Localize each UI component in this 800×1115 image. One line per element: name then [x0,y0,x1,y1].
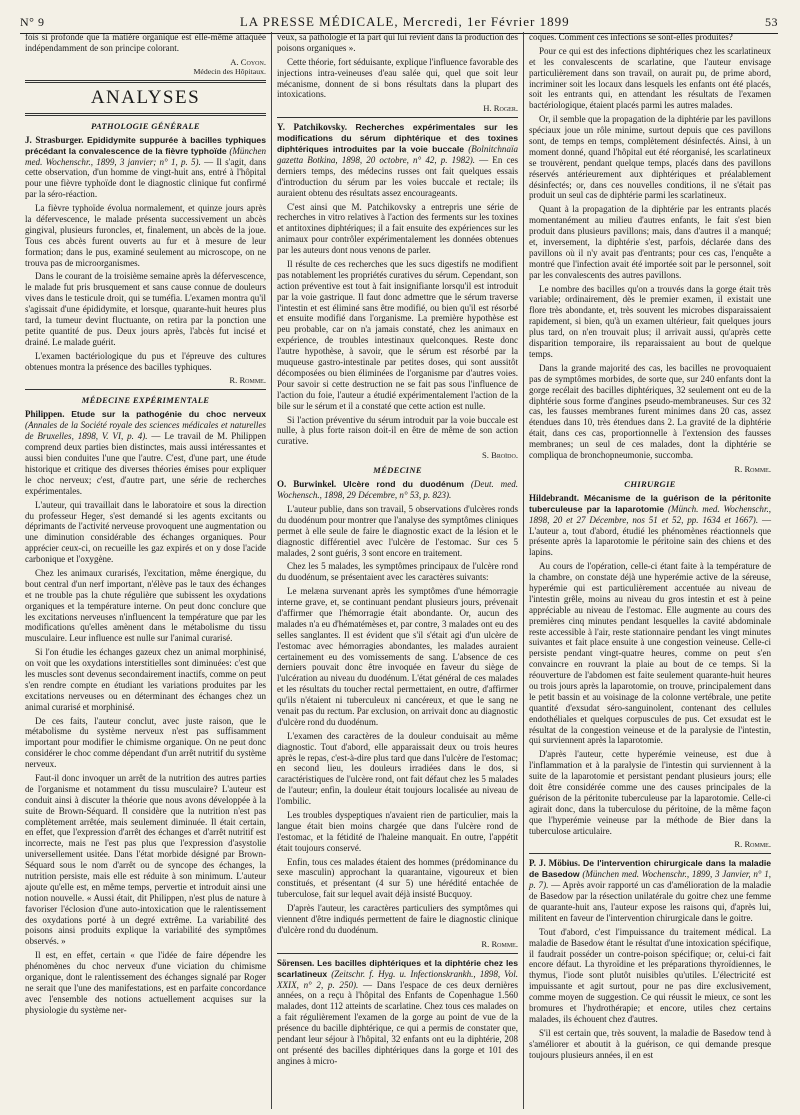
article-author: O. Burwinkel. [277,479,337,490]
paragraph: C'est ainsi que M. Patchikovsky a entrepris une série de recherches in vitro relatives à l'action des ferments sur les toxines et antitoxines diphtériques; il a fait ensuite des expériences sur les animaux pour contrôler expérimentalement les données obtenues par les auteurs dont nous venons de parler. [277,201,518,256]
article-author: Sörensen. [277,957,315,968]
article-author: Y. Patchikovsky. [277,122,347,133]
paragraph: Quant à la propagation de la diphtérie par les entrants placés momentanément au milieu d'autres enfants, le fait s'est bien produit dans plusieurs pavillons; mais, dans d'autres il a manqué; et, inversement, la diphtérie s'est, parfois, déclarée dans des pavillons où il n'y avait pas d'entrants; pour ces cas, l'enquête a montré que l'infection avait été importée soit par le personnel, soit par les convalescents des autres pavillons. [529,204,771,280]
article-heading [529,493,771,558]
divider [277,117,518,118]
article-author: Hildebrandt. [529,492,580,503]
article-title: Mécanisme de la guérison de la péritonite tuberculeuse par la laparotomie [529,492,771,514]
article-reference: (Annales de la Société royale des sciences médicales et naturelles de Bruxelles, 1898, V. VI, p. 4). [25,420,266,442]
article-author: J. Strasburger. [25,134,84,145]
article-reference: (Zeitschr. f. Hyg. u. Infectionskrankh., 1898, Vol. XXIX, n° 2, p. 250). [277,968,518,990]
journal-title: LA PRESSE MÉDICALE, Mercredi, 1er Février 1899 [239,14,570,29]
paragraph: D'après l'auteur, cette hyperémie veineuse, est due à l'inflammation et à la paralysie de l'intestin qui surviennent à la suite de la laparotomie et persistant pendant plusieurs jours; elle doit être considérée comme une des causes principales de la guérison de la péritonite tuberculeuse par la laparotomie. Celle-ci agirait donc, dans la tuberculose du péritoine, de la même façon que l'hyperémie veineuse par la méthode de Bier dans la tuberculose articulaire. [529,749,771,836]
article-author: P. J. Möbius. [529,858,581,869]
column-1 [20,32,272,1109]
divider [25,80,266,83]
signature-title: Médecin des Hôpitaux. [193,66,266,76]
article-lead: — Après avoir rapporté un cas d'amélioration de la maladie de Basedow par la résection unilatérale du goitre chez une femme de quarante-huit ans, l'auteur expose les raisons qui, d'après lui, militent en faveur de l'intervention chirurgicale dans le goitre. [529,880,771,923]
paragraph: De ces faits, l'auteur conclut, avec juste raison, que le métabolisme du système nerveux n'est pas suffisamment important pour modifier le chimisme organique. On ne peut donc considérer le choc comme dépendant d'un arrêt nutritif du système nerveux. [25,715,266,770]
page-number: 53 [764,15,778,29]
article-reference: (München med. Wochenschr., 1899, 3 Janvier, n° 1, p. 7). [529,869,771,891]
paragraph: Tout d'abord, c'est l'impuissance du traitement médical. La maladie de Basedow étant le résultat d'une intoxication spécifique, il faudrait posséder un contre-poison spécifique; or, celui-ci fait encore défaut. La thyroïdine et les préparations thyroïdiennes, le thymus, l'iode sont plutôt nuisibles qu'utiles. L'électricité est impuissante et agit surtout, pour ne pas dire exclusivement, comme moyen de suggestion. Ce qui réussit le mieux, ce sont les bromures et l'hydrothérapie; et encore, utiles chez certains malades, ils échouent chez d'autres. [529,926,771,1024]
paragraph: fois si profonde que la matière organique est elle-même attaquée indépendamment de son principe colorant. [25,32,266,53]
article-reference: (Deut. med. Wochensch., 1898, 29 Décembre, n° 53, p. 823). [277,479,518,501]
article-heading [529,858,771,923]
issue-number: N° 9 [20,15,45,29]
article-heading [277,122,518,198]
article-title: Etude sur la pathogénie du choc nerveux [71,409,266,420]
signature: A. Coyon. [230,56,266,67]
signature: H. Roger. [483,103,518,114]
paragraph: Chez les 5 malades, les symptômes principaux de l'ulcère rond du duodénum, se présentaient avec les caractères suivants: [277,561,518,583]
article-heading [25,135,266,200]
paragraph: S'il est certain que, très souvent, la maladie de Basedow tend à s'améliorer et aboutit à la guérison, ce qui demande presque toujours plusieurs années, il en est [529,1027,771,1060]
paragraph: D'après l'auteur, les caractères particuliers des symptômes qui viennent d'être indiqués permettent de faire le diagnostic clinique d'ulcère rond du duodénum. [277,903,518,935]
paragraph: L'auteur, qui travaillait dans le laboratoire et sous la direction du professeur Heger, s'est demandé si les agents excitants ou déprimants de l'activité nerveuse provoquent une augmentation ou une diminution considérable des échanges organiques. Pour apprécier ceux-ci, on recueille les gaz expirés et on y dose l'acide carbonique et l'oxygène. [25,499,266,565]
article-lead: — L'auteur a, tout d'abord, étudié les phénomènes réactionnels que présente après la laparotomie le péritoine sain des chiens et des lapins. [529,514,771,558]
section-heading: MÉDECINE EXPÉRIMENTALE [81,395,210,406]
paragraph: Au cours de l'opération, celle-ci étant faite à la température de la chambre, on constate déjà une hyperémie active de la séreuse, hyperémie qui est particulièrement accentuée au niveau de l'intestin grêle, moins au niveau du gros intestin et est à peine appréciable au niveau de l'estomac. Elle augmente au cours des premières cinq minutes pendant lesquelles la cavité abdominale reste accessible à l'air, reste stationnaire pendant les vingt minutes suivantes et fait place ensuite à une congestion veineuse. Celle-ci persiste pendant vingt-quatre heures, comme on peut s'en convaincre en rouvrant la plaie au bout de ce temps. Si la réouverture de l'abdomen est faite seulement quarante-huit heures ou trois jours après la laparotomie, on trouve, principalement dans le petit bassin et au voisinage de la colonne vertébrale, une petite quantité d'exsudat séro-sanguinolent, contenant des cellules endothéliales et quelques corpuscules de pus. Cet exsudat est le résultat de la congestion veineuse et de la paralysie de l'intestin, qui surviennent après la laparotomie. [529,561,771,746]
paragraph: Dans le courant de la troisième semaine après la défervescence, le malade fut pris brusquement et sans cause connue de douleurs vives dans le testicule droit, qui se tuméfia. L'examen montra qu'il s'agissait d'une épididymite, et lorsque, quarante-huit heures plus tard, la tumeur devint fluctuante, on retira par la ponction une petite quantité de pus. Deux jours après, l'abcès fut incisé et drainé. Le malade guérit. [25,271,266,347]
columns [20,32,778,1109]
section-heading: PATHOLOGIE GÉNÉRALE [91,120,200,131]
section-heading-analyses: ANALYSES [90,86,201,108]
paragraph: Chez les animaux curarisés, l'excitation, même énergique, du bout central d'un nerf important, n'élève pas le taux des échanges et ne trouble pas la chute régulière que subissent les oxydations organiques et la température interne. On peut donc conclure que les excitations nerveuses n'influencent la température que par les modifications qu'elles amènent dans le métabolisme du tissu musculaire. Leur influence est nulle sur l'animal curarisé. [25,567,266,644]
paragraph: Si l'action préventive du sérum introduit par la voie buccale est nulle, à plus forte raison doit-il en être de même de son action curative. [277,414,518,447]
page-header [20,14,778,30]
article-title: Recherches expérimentales sur les modifications du sérum diphtérique et des toxines diphtériques introduites par la voie buccale [277,122,518,155]
signature: R. Romme. [734,839,771,850]
article-title: Epididymite suppurée à bacilles typhiques précédant la convalescence de la fièvre typhoïde [25,134,266,156]
article-heading [25,409,266,496]
paragraph: Le nombre des bacilles qu'on a trouvés dans la gorge était très variable; ordinairement, dès le premier examen, il existait une flore très abondante, et, très souvent les microbes disparaissaient rapidement, si bien, qu'à un examen ultérieur, fait quelques jours plus tard, on n'en trouvait plus; il arrivait aussi, qu'après cette disparition temporaire, ils reparaissaient au bout de quelque temps. [529,283,771,359]
paragraph: Il est, en effet, certain « que l'idée de faire dépendre les phénomènes du choc nerveux d'une viciation du chimisme organique, dont le ralentissement des échanges signalé par Roger ne serait que l'une des manifestations, est en parfaite concordance avec l'ensemble des notions actuellement acquises sur la physiologie du système ner- [25,950,266,1015]
paragraph: Si l'on étudie les échanges gazeux chez un animal morphinisé, on voit que les oxydations interstitielles sont diminuées: c'est que les muscles sont devenus secondairement inactifs, comme on peut s'en rendre compte en étudiant les variations produites par les excitations nerveuses ou en déterminant des échanges chez un animal curarisé et morphinisé. [25,647,266,712]
article-heading [277,958,518,1067]
article-reference: (Bolnitchnaïa gazetta Botkina, 1898, 20 octobre, n° 42, p. 1982). [277,144,518,166]
article-author: Philippen. [25,409,65,420]
column-3 [524,32,776,1109]
article-reference: (München med. Wochenschr., 1899, 3 janvier; n° 1, p. 5). [25,145,266,167]
article-title: Ulcère rond du duodénum [343,479,464,490]
paragraph: coques. Comment ces infections se sont-elles produites? [529,32,733,42]
article-title: De l'intervention chirurgicale dans la maladie de Basedow [529,858,772,880]
divider [277,953,518,954]
section-heading: MÉDECINE [373,465,422,476]
paragraph: Or, il semble que la propagation de la diphtérie par les pavillons spéciaux joue un rôle minime, surtout depuis que ces pavillons sont, de temps en temps, complètement désinfectés. Ainsi, à un moment donné, quand l'hôpital eut été réorganisé, les scarlatineux se trouvèrent, pendant quelque temps, placés dans des pavillons réservés antérieurement aux diphtériques et préalablement désinfectés; or, dans ces nouvelles conditions, il ne s'était pas produit un seul cas de diphtérie parmi les scarlatineux. [529,114,771,201]
paragraph: Il résulte de ces recherches que les sucs digestifs ne modifient pas notablement les propriétés curatives du sérum. Cependant, son action préventive est tout à fait insignifiante lorsqu'il est introduit par la voie gastrique. Il faut donc admettre que le sérum traverse l'intestin et est éliminé sans être modifié, ou bien qu'il est résorbé et ensuite modifié dans l'organisme. La première hypothèse est peu probable, car on n'a jamais constaté, chez les animaux en expérience, de troubles intestinaux quelconques. Reste donc l'autre hypothèse, à savoir, que le sérum est résorbé par la muqueuse gastro-intestinale par petites doses, qui sont aussitôt décomposées ou bien éliminées de l'organisme par d'autres voies. Pour savoir si cette destruction ne se fait pas sous l'influence de l'action du foie, l'auteur a étudié expérimentalement l'action de la bile sur le sérum et il a constaté que cette action est nulle. [277,259,518,411]
paragraph: Enfin, tous ces malades étaient des hommes (prédominance du sexe masculin) approchant la quarantaine, vigoureux et bien constitués, et présentant (4 sur 5) une hérédité entachée de tuberculose, fait sur lequel avait déjà insisté Bucquoy. [277,856,518,900]
signature: R. Romme. [229,375,266,386]
signature: R. Romme. [734,463,771,474]
divider [25,113,266,116]
article-lead: — Le travail de M. Philippen comprend deux parties bien distinctes, mais aussi intéressantes et aussi bien conduites l'une que l'autre. C'est, d'une part, une étude historique et critique des diverses théories émises pour expliquer le choc nerveux; c'est, d'autre part, une série de recherches expérimentales. [25,431,266,496]
column-2 [272,32,524,1109]
signature: R. Romme. [481,938,518,949]
divider [529,853,771,854]
paragraph: Cette théorie, fort séduisante, explique l'influence favorable des injections intra-veineuses d'eau salée qui, quel que soit leur mécanisme, donnent de si bons résultats dans la plupart des intoxications. [277,56,518,100]
signature: S. Broïdo. [482,450,518,461]
paragraph: L'examen bactériologique du pus et l'épreuve des cultures obtenues montra la présence des bacilles typhiques. [25,350,266,372]
article-heading [277,479,518,501]
paragraph: La fièvre typhoïde évolua normalement, et quinze jours après la défervescence, le malade présenta successivement un abcès gingival, plusieurs furoncles, et, finalement, un abcès de la joue. Tous ces abcès furent ouverts au fur et à mesure de leur formation; dans le pus, examiné seulement au microscope, on ne trouva pas de microorganismes. [25,203,266,268]
divider [25,389,266,390]
article-lead: — Il s'agit, dans cette observation, d'un homme de vingt-huit ans, entré à l'hôpital pour une fièvre typhoïde dont le diagnostic clinique fut confirmé par la séro-réaction. [25,156,266,200]
article-title: Les bacilles diphtériques et la diphtérie chez les scarlatineux [277,957,518,979]
article-reference: (Münch. med. Wochenschr., 1898, 20 et 27 Décembre, nos 51 et 52, pp. 1634 et 1667). [529,503,771,525]
article-lead: — En ces derniers temps, des médecins russes ont fait quelques essais d'introduction du sérum par les voies buccale et rectale; ils auraient obtenu des résultats assez encourageants. [277,155,519,198]
article-lead: — Dans l'espace de ces deux dernières années, on a reçu à l'hôpital des Enfants de Copenhague 1.560 malades, dont 112 atteints de scarlatine. Chez tous ces malades on a fait régulièrement l'examen de la gorge au point de vue de la présence du bacille diphtérique, ce qui a permis de constater que, pendant leur séjour à l'hôpital, 32 enfants ont eu la diphtérie, 208 ont présenté des bacilles diphtériques dans la gorge et 101 des angines à micro- [277,979,518,1066]
paragraph: veux, sa pathologie et la part qui lui revient dans la production des poisons organiques ». [277,32,518,53]
paragraph: L'examen des caractères de la douleur conduisait au même diagnostic. Tout d'abord, elle apparaissait deux ou trois heures après le repas, c'est-à-dire plus tard que dans l'ulcère de l'estomac; en second lieu, les douleurs irradiées dans le dos, si caractéristiques de l'ulcère rond, ont fait défaut chez les 5 malades de l'auteur; enfin, la douleur était toujours localisée au niveau de l'ombilic. [277,730,518,807]
paragraph: Le melæna survenant après les symptômes d'une hémorragie interne grave, et, se continuant pendant plusieurs jours, prévenait d'affirmer que l'hémorragie était abondante. Or, aucun des malades n'a eu d'hématémèses et, par contre, 3 malades ont eu des selles sanglantes. Il est évident que s'il s'était agi d'un ulcère de l'estomac avec hémorragies abondantes, les malades auraient certainement eu des vomissements de sang. L'absence de ces derniers pouvait donc être invoquée en faveur du siège de l'ulcération au niveau du duodénum. L'état général de ces malades et les résultats du toucher rectal permettaient, en outre, d'affirmer qu'ils n'étaient ni tuberculeux ni cancéreux, et que le sang ne venait pas du rectum. Par exclusion, on arrivait donc au diagnostic d'ulcère rond du duodénum. [277,586,518,727]
paragraph: Pour ce qui est des infections diphtériques chez les scarlatineux et les convalescents de scarlatine, que l'auteur envisage particulièrement dans son travail, on aurait pu, de prime abord, incriminer soit les locaux dans lesquels les enfants ont été placés, soit les entrants qui, en attendant les résultats de l'examen bactériologique, étaient placés parmi les autres malades. [529,45,771,111]
paragraph: Dans la grande majorité des cas, les bacilles ne provoquaient pas de symptômes morbides, de sorte que, sur 240 enfants dont la gorge recélait des bacilles diphtériques, 32 seulement ont eu de la diphtérie sous forme d'angines pseudo-membraneuses. Sur ces 32 cas, les fausses membranes furent minimes dans 20 cas, assez étendues dans 10, très étendues dans 2. La gravité de la diphtérie était, dans ces cas, proportionnelle à l'extension des fausses membranes; un seul de ces malades, dont la diphtérie se compliqua de bronchopneumonie, succomba. [529,362,771,460]
paragraph: L'auteur publie, dans son travail, 5 observations d'ulcères ronds du duodénum pour montrer que l'analyse des symptômes cliniques permet à elle seule de faire le diagnostic exact de la lésion et le diagnostic différentiel avec l'ulcère de l'estomac. Sur ces 5 malades, 2 sont guéris, 3 sont encore en traitement. [277,503,518,558]
section-heading: CHIRURGIE [624,478,676,489]
paragraph: Les troubles dyspeptiques n'avaient rien de particulier, mais la langue était bien moins chargée que dans l'ulcère rond de l'estomac, et la fétidité de l'haleine manquait. En outre, l'appétit était toujours conservé. [277,810,518,853]
paragraph: Faut-il donc invoquer un arrêt de la nutrition des autres parties de l'organisme et notamment du tissu musculaire? L'auteur est conduit ainsi à discuter la théorie que nous avons développée à la suite de Brown-Séquard. Il considère que la nutrition n'est pas complètement arrêtée, mais seulement diminuée. Il était certain, en effet, que l'expression d'arrêt des échanges et d'arrêt nutritif est incorrecte, mais ne l'est pas plus que l'expression d'asystolie universellement usitée. Dans l'état morbide désigné par Brown-Séquard sous le nom d'arrêt ou de syncope des échanges, la nutrition persiste, mais elle est réduite à son minimum. L'auteur ajoute qu'elle est, en même temps, pervertie et introduit ainsi une notion nouvelle. « Aussi était, dit Philippen, n'est plus de nature à favoriser l'éclosion d'une auto-intoxication que le ralentissement des oxydations porté à un degré extrême. La variabilité des poisons ainsi produits explique la variabilité des symptômes observés. » [25,772,266,947]
